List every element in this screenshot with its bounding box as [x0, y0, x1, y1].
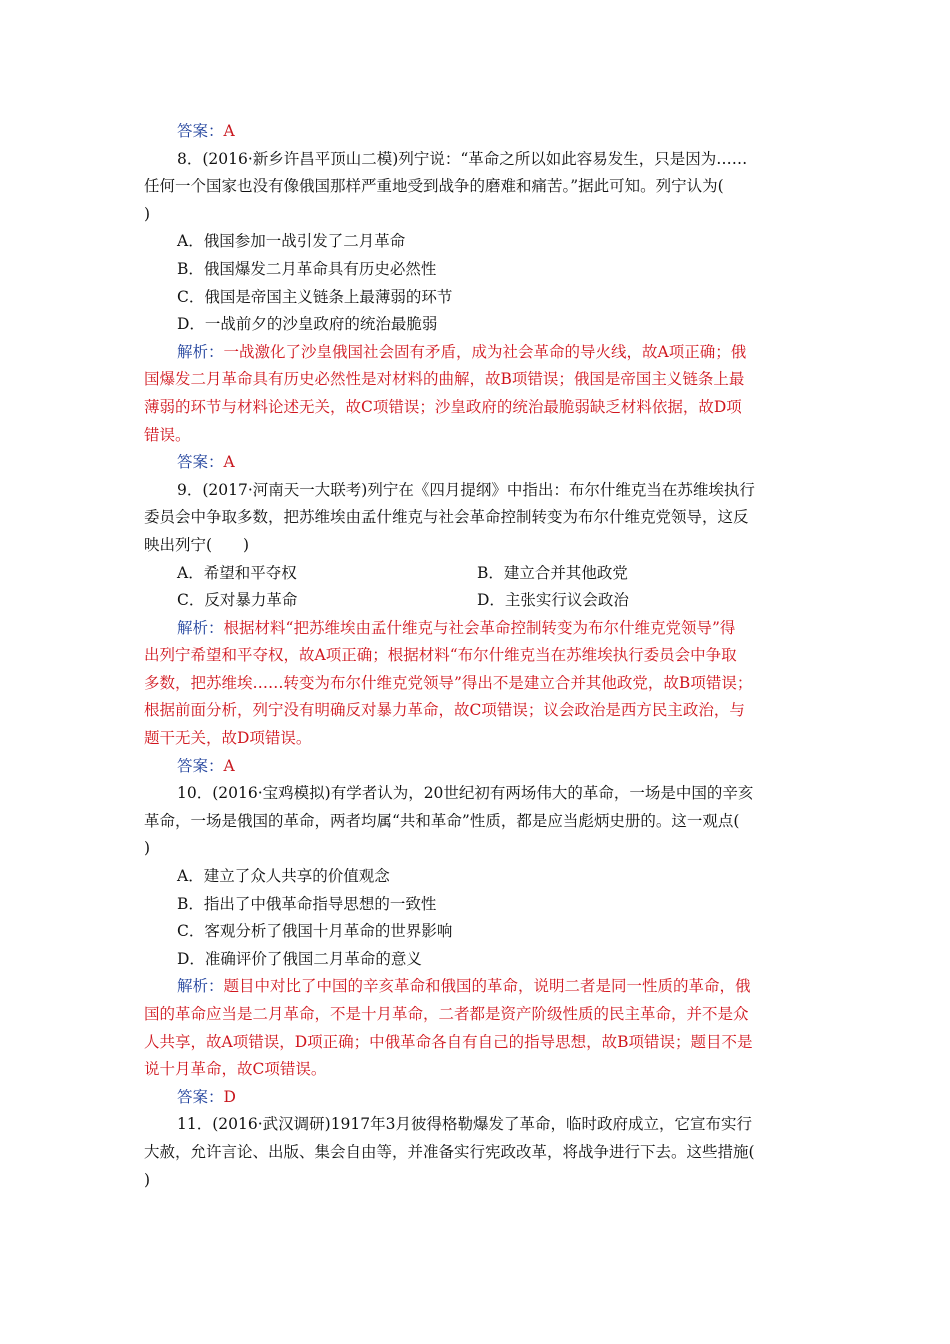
question-11-line-1: 11．(2016·武汉调研)1917年3月彼得格勒爆发了革命，临时政府成立，它宣布实行: [177, 1115, 753, 1134]
answer-label: 答案：: [177, 1087, 224, 1106]
analysis-label: 解析：: [177, 342, 224, 361]
question-10-option-d: D．准确评价了俄国二月革命的意义: [177, 949, 422, 968]
question-10-line-1: 10．(2016·宝鸡模拟)有学者认为，20世纪初有两场伟大的革命，一场是中国的辛亥: [177, 784, 754, 803]
answer-label: 答案：: [177, 756, 224, 775]
question-8-analysis-line-4: 错误。: [144, 425, 191, 444]
question-8-option-a: A．俄国参加一战引发了二月革命: [177, 232, 406, 251]
analysis-text: 一战激化了沙皇俄国社会固有矛盾，成为社会革命的导火线，故A项正确；俄: [223, 342, 747, 361]
analysis-text: 题目中对比了中国的辛亥革命和俄国的革命，说明二者是同一性质的革命，俄: [223, 977, 751, 996]
analysis-label: 解析：: [177, 618, 224, 637]
question-9-options-row-2: [144, 587, 810, 615]
question-8-option-d: D．一战前夕的沙皇政府的统治最脆弱: [177, 315, 438, 334]
question-8-line-3: ): [144, 204, 151, 223]
question-9-line-3: 映出列宁( ): [144, 535, 250, 554]
question-9-option-d: D．主张实行议会政治: [477, 591, 629, 610]
question-10-option-c: C．客观分析了俄国十月革命的世界影响: [177, 922, 453, 941]
question-9-line-2: 委员会中争取多数，把苏维埃由孟什维克与社会革命控制转变为布尔什维克党领导，这反: [144, 508, 749, 527]
question-8-analysis-line-3: 薄弱的环节与材料论述无关，故C项错误；沙皇政府的统治最脆弱缺乏材料依据，故D项: [144, 397, 742, 416]
question-10-analysis-line-1: [144, 973, 810, 1001]
question-9-options-row-1: [144, 560, 810, 588]
question-9-analysis-line-5: 题干无关，故D项错误。: [144, 729, 312, 748]
analysis-label: 解析：: [177, 977, 224, 996]
question-9-analysis-line-1: [144, 615, 810, 643]
answer-7: [144, 118, 810, 146]
question-10-analysis-line-4: 说十月革命，故C项错误。: [144, 1060, 327, 1079]
question-8-option-c: C．俄国是帝国主义链条上最薄弱的环节: [177, 287, 453, 306]
answer-10: [144, 1084, 810, 1112]
question-9-option-c: C．反对暴力革命: [177, 591, 298, 610]
question-8-analysis-line-1: [144, 339, 810, 367]
question-10-option-b: B．指出了中俄革命指导思想的一致性: [177, 894, 437, 913]
question-10-analysis-line-2: 国的革命应当是二月革命，不是十月革命，二者都是资产阶级性质的民主革命，并不是众: [144, 1005, 749, 1023]
question-9-option-a: A．希望和平夺权: [177, 563, 297, 582]
question-9-option-b: B．建立合并其他政党: [477, 563, 628, 582]
question-9-line-1: 9．(2017·河南天一大联考)列宁在《四月提纲》中指出：布尔什维克当在苏维埃执行: [177, 480, 755, 499]
analysis-text: 根据材料“把苏维埃由孟什维克与社会革命控制转变为布尔什维克党领导”得: [223, 618, 736, 637]
answer-value: A: [223, 756, 235, 775]
answer-9: [144, 753, 810, 781]
question-10-line-3: ): [144, 839, 151, 858]
question-9-analysis-line-4: 根据前面分析，列宁没有明确反对暴力革命，故C项错误；议会政治是西方民主政治，与: [144, 701, 745, 720]
exam-content: [144, 118, 810, 1194]
question-11-line-3: ): [144, 1170, 151, 1189]
question-8-line-2: 任何一个国家也没有像俄国那样严重地受到战争的磨难和痛苦。”据此可知。列宁认为(: [144, 177, 724, 196]
answer-8: [144, 449, 810, 477]
question-9-analysis-line-3: 多数，把苏维埃……转变为布尔什维克党领导”得出不是建立合并其他政党，故B项错误；: [144, 673, 753, 692]
question-8-analysis-line-2: 国爆发二月革命具有历史必然性是对材料的曲解，故B项错误；俄国是帝国主义链条上最: [144, 370, 745, 389]
question-10-line-2: 革命，一场是俄国的革命，两者均属“共和革命”性质，都是应当彪炳史册的。这一观点(: [144, 811, 740, 830]
question-8-option-b: B．俄国爆发二月革命具有历史必然性: [177, 259, 437, 278]
question-9-analysis-line-2: 出列宁希望和平夺权，故A项正确；根据材料“布尔什维克当在苏维埃执行委员会中争取: [144, 646, 737, 665]
answer-value: A: [223, 453, 235, 472]
answer-label: 答案：: [177, 122, 224, 140]
question-10-option-a: A．建立了众人共享的价值观念: [177, 867, 390, 886]
answer-value: D: [223, 1087, 236, 1106]
question-10-analysis-line-3: 人共享，故A项错误，D项正确；中俄革命各自有自己的指导思想，故B项错误；题目不是: [144, 1032, 753, 1051]
question-8-line-1: 8．(2016·新乡许昌平顶山二模)列宁说：“革命之所以如此容易发生，只是因为……: [177, 149, 748, 168]
answer-value: A: [223, 122, 235, 140]
answer-label: 答案：: [177, 453, 224, 472]
question-11-line-2: 大赦，允许言论、出版、集会自由等，并准备实行宪政改革，将战争进行下去。这些措施(: [144, 1142, 755, 1161]
